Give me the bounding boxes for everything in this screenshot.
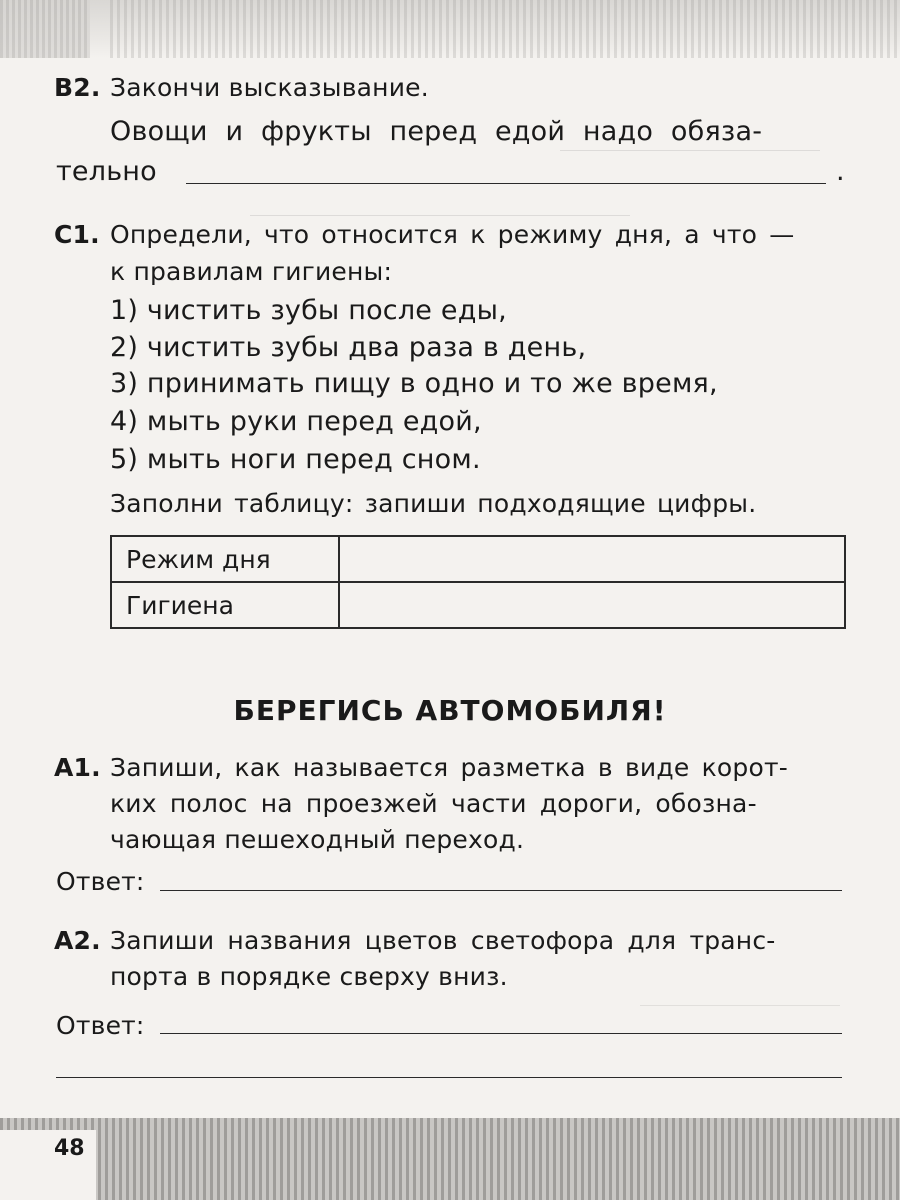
b2-sentence-text2: тельно (56, 156, 157, 187)
table-cell-category: Гигиена (111, 582, 339, 628)
a2-answer-line-2[interactable] (56, 1077, 842, 1078)
c1-instruction: Заполни таблицу: запиши подходящие цифры. (110, 489, 757, 518)
c1-item-5-text: 5) мыть ноги перед сном. (110, 444, 481, 475)
c1-item-4-text: 4) мыть руки перед едой, (110, 406, 482, 437)
c1-item-1-text: 1) чистить зубы после еды, (110, 295, 507, 326)
c1-label: C1. (54, 220, 100, 249)
bottom-scan-shadow (0, 1118, 900, 1200)
a1-line1: Запиши, как называется разметка в виде корот- (110, 753, 788, 782)
top-scan-shadow (0, 0, 900, 58)
c1-item-3-text: 3) принимать пищу в одно и то же время, (110, 368, 718, 399)
a2-line1: Запиши названия цветов светофора для транс- (110, 926, 776, 955)
table-row (111, 536, 845, 582)
table-cell-category: Режим дня (111, 536, 339, 582)
b2-sentence-period: . (836, 156, 845, 187)
table-cell-answer[interactable] (339, 582, 845, 628)
a2-answer-label: Ответ: (56, 1011, 145, 1040)
a2-label: A2. (54, 926, 101, 955)
b2-prompt: Закончи высказывание. (110, 73, 429, 102)
a1-label: A1. (54, 753, 101, 782)
c1-item-2-text: 2) чистить зубы два раза в день, (110, 332, 587, 363)
c1-prompt-line1: Определи, что относится к режиму дня, а что — (110, 220, 795, 249)
b2-answer-line[interactable] (186, 183, 826, 184)
a1-answer-label: Ответ: (56, 867, 145, 896)
a1-answer-line[interactable] (160, 890, 842, 891)
table-row (111, 582, 845, 628)
a2-line2: порта в порядке сверху вниз. (110, 962, 508, 991)
c1-prompt-line2: к правилам гигиены: (110, 257, 393, 286)
section-title: БЕРЕГИСЬ АВТОМОБИЛЯ! (233, 694, 667, 727)
b2-sentence-text1: Овощи и фрукты перед едой надо обяза- (110, 116, 763, 147)
b2-label: B2. (54, 73, 101, 102)
c1-answer-table (110, 535, 846, 629)
table-cell-answer[interactable] (339, 536, 845, 582)
a2-answer-line[interactable] (160, 1033, 842, 1034)
a1-line2: ких полос на проезжей части дороги, обозна- (110, 789, 757, 818)
page-number: 48 (0, 1130, 96, 1200)
a1-line3: чающая пешеходный переход. (110, 825, 525, 854)
